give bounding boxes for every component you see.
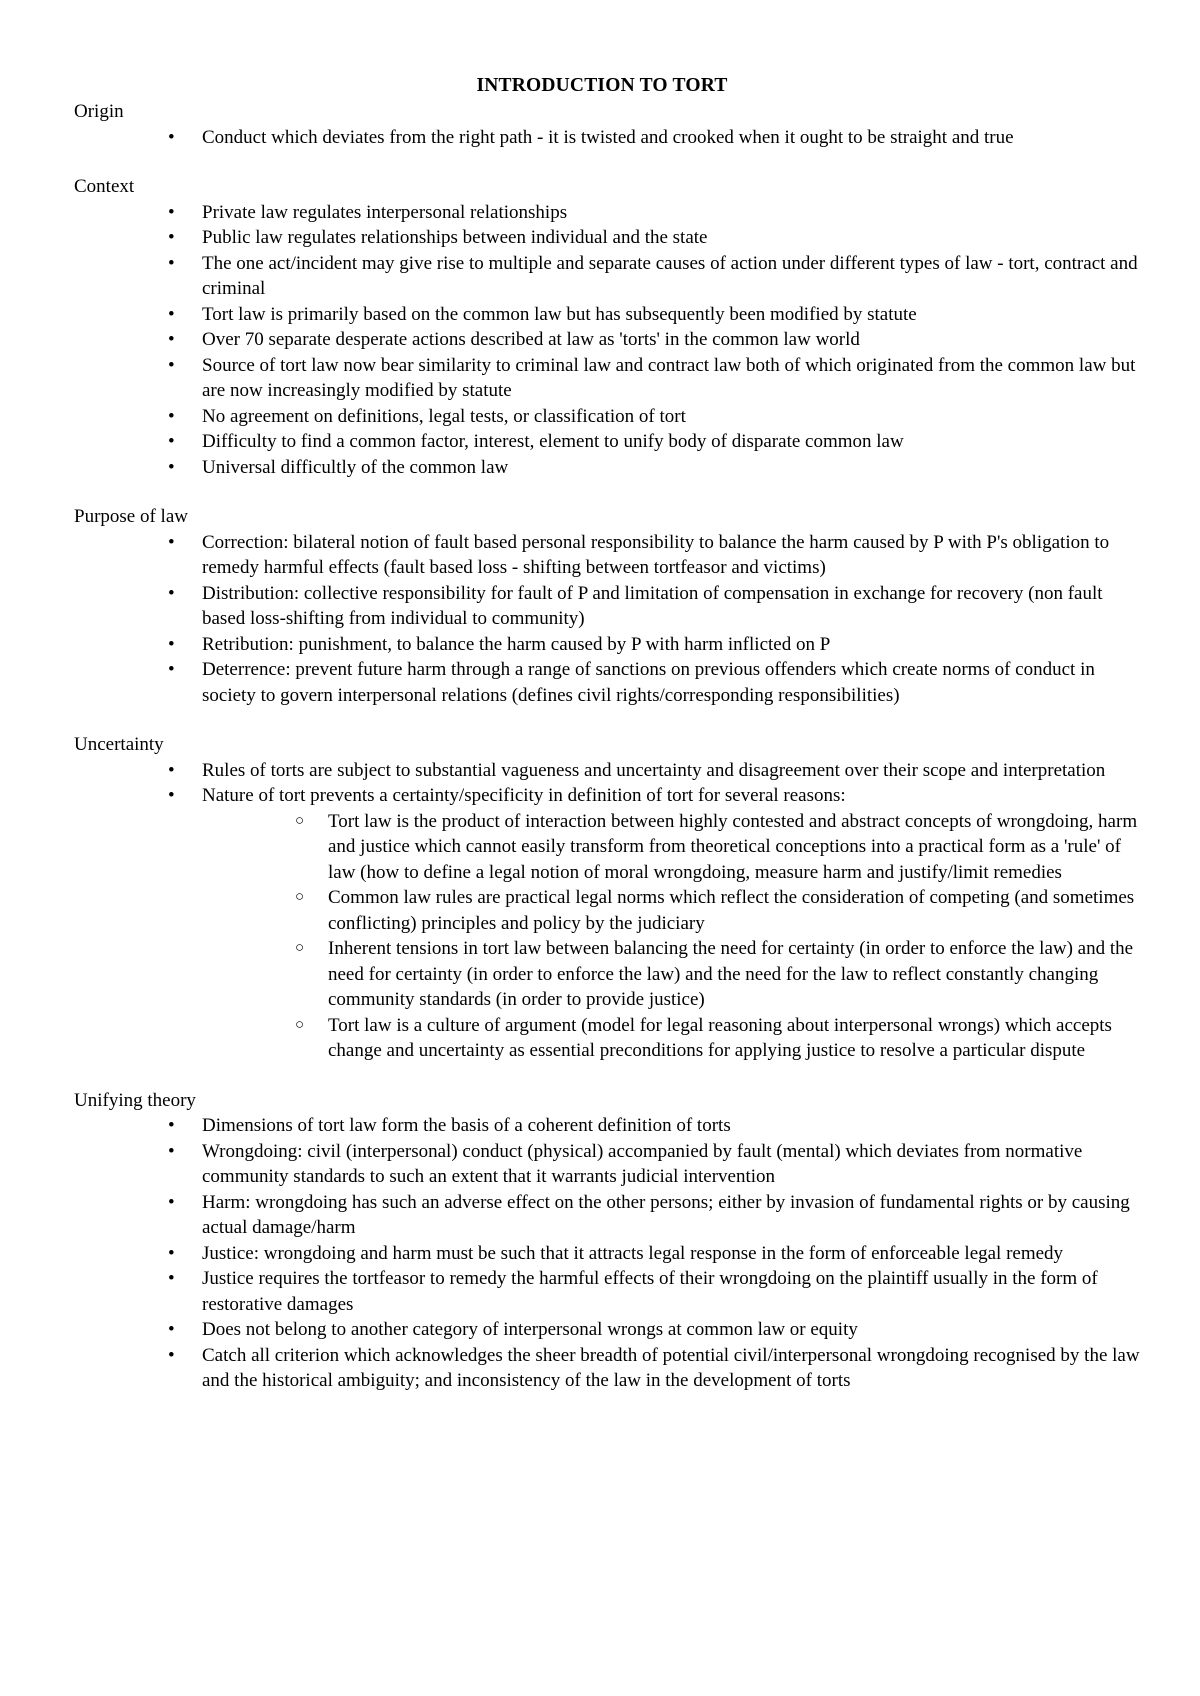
bullet-text: No agreement on definitions, legal tests, or classification of tort xyxy=(202,405,686,427)
bullet-text: Rules of torts are subject to substantial vagueness and uncertainty and disagreement over their scope and interpretation xyxy=(202,759,1106,781)
bullet-dot-icon: • xyxy=(168,329,175,350)
bullet-list xyxy=(74,758,1140,1064)
bullet-text: Dimensions of tort law form the basis of a coherent definition of torts xyxy=(202,1115,731,1136)
sub-bullet-item xyxy=(295,809,1140,886)
bullet-dot-icon: • xyxy=(168,227,175,248)
section-heading: Origin xyxy=(74,101,124,122)
section-heading: Uncertainty xyxy=(74,734,164,755)
bullet-text: Justice: wrongdoing and harm must be such that it attracts legal response in the form of enforceable legal remedy xyxy=(202,1242,1064,1264)
bullet-item xyxy=(168,1343,1140,1394)
bullet-text: Private law regulates interpersonal relationships xyxy=(202,201,568,223)
section-heading: Context xyxy=(74,176,135,197)
bullet-item xyxy=(168,783,1140,1064)
bullet-item xyxy=(168,632,1140,658)
bullet-dot-icon: • xyxy=(168,456,175,478)
section-heading: Purpose of law xyxy=(74,506,188,527)
sub-bullet-item xyxy=(295,936,1140,1013)
bullet-item xyxy=(168,251,1140,302)
section-context xyxy=(74,174,1140,480)
bullet-text: Harm: wrongdoing has such an adverse effect on the other persons; either by invasion of fundamental rights or by causing actual damage/harm xyxy=(202,1191,1130,1238)
bullet-text: Nature of tort prevents a certainty/specificity in definition of tort for several reasons: xyxy=(202,785,846,806)
sub-bullet-text: Tort law is a culture of argument (model for legal reasoning about interpersonal wrongs) which accepts change and uncertainty as essential preconditions for applying justice to resolve a particular dispute xyxy=(328,1014,1112,1061)
bullet-dot-icon: • xyxy=(168,1268,175,1289)
bullet-text: Difficulty to find a common factor, interest, element to unify body of disparate common law xyxy=(202,431,904,452)
sub-bullet-text: Common law rules are practical legal norms which reflect the consideration of competing (and sometimes conflicting) principles and policy by the judiciary xyxy=(328,887,1135,934)
bullet-item xyxy=(168,581,1140,632)
bullet-dot-icon: • xyxy=(168,531,175,553)
document-body xyxy=(74,99,1140,1394)
bullet-dot-icon: • xyxy=(168,1242,175,1264)
bullet-dot-icon: • xyxy=(168,785,175,806)
bullet-item xyxy=(168,1139,1140,1190)
circle-bullet-icon: ○ xyxy=(295,940,305,956)
bullet-text: Public law regulates relationships between individual and the state xyxy=(202,227,708,248)
bullet-text: Universal difficultly of the common law xyxy=(202,456,509,478)
bullet-text: Source of tort law now bear similarity to criminal law and contract law both of which originated from the common law but are now increasingly modified by statute xyxy=(202,354,1136,401)
bullet-item xyxy=(168,225,1140,251)
bullet-item xyxy=(168,530,1140,581)
bullet-text: Correction: bilateral notion of fault based personal responsibility to balance the harm caused by P with P's obligation to remedy harmful effects (fault based loss - shifting between tortfeasor and victims) xyxy=(202,531,1110,578)
section-origin xyxy=(74,99,1140,150)
bullet-list xyxy=(74,200,1140,481)
bullet-item xyxy=(168,404,1140,430)
bullet-item xyxy=(168,657,1140,708)
bullet-dot-icon: • xyxy=(168,303,175,325)
sub-bullet-item xyxy=(295,885,1140,936)
circle-bullet-icon: ○ xyxy=(295,889,305,905)
section-heading: Unifying theory xyxy=(74,1089,196,1111)
bullet-item xyxy=(168,327,1140,353)
bullet-item xyxy=(168,455,1140,481)
document-title: INTRODUCTION TO TORT xyxy=(476,75,728,96)
bullet-item xyxy=(168,1190,1140,1241)
section-unifying-theory xyxy=(74,1088,1140,1394)
sub-bullet-item xyxy=(295,1013,1140,1064)
bullet-text: Does not belong to another category of interpersonal wrongs at common law or equity xyxy=(202,1319,858,1340)
bullet-dot-icon: • xyxy=(168,405,175,427)
bullet-text: Tort law is primarily based on the common law but has subsequently been modified by statute xyxy=(202,303,917,325)
bullet-dot-icon: • xyxy=(168,582,175,604)
bullet-text: Deterrence: prevent future harm through a range of sanctions on previous offenders which create norms of conduct in society to govern interpersonal relations (defines civil rights/corresponding responsibilities) xyxy=(202,659,1095,706)
bullet-dot-icon: • xyxy=(168,252,175,274)
bullet-dot-icon: • xyxy=(168,201,175,223)
bullet-dot-icon: • xyxy=(168,354,175,376)
bullet-dot-icon: • xyxy=(168,1140,175,1162)
bullet-item xyxy=(168,125,1140,151)
bullet-text: Conduct which deviates from the right path - it is twisted and crooked when it ought to be straight and true xyxy=(202,126,1014,148)
sub-bullet-text: Tort law is the product of interaction between highly contested and abstract concepts of wrongdoing, harm and justice which cannot easily transform from theoretical conceptions into a practical form as a 'rule' of law (how to define a legal notion of moral wrongdoing, measure harm and justify/limit remedies xyxy=(328,810,1138,883)
bullet-dot-icon: • xyxy=(168,1319,175,1340)
bullet-list xyxy=(74,125,1140,151)
bullet-item xyxy=(168,353,1140,404)
bullet-item xyxy=(168,1266,1140,1317)
bullet-text: The one act/incident may give rise to multiple and separate causes of action under different types of law - tort, contract and criminal xyxy=(202,252,1138,299)
bullet-item xyxy=(168,1241,1140,1267)
bullet-dot-icon: • xyxy=(168,633,175,655)
circle-bullet-icon: ○ xyxy=(295,1016,305,1033)
section-uncertainty xyxy=(74,732,1140,1064)
bullet-dot-icon: • xyxy=(168,1115,175,1136)
bullet-dot-icon: • xyxy=(168,1191,175,1213)
circle-bullet-icon: ○ xyxy=(295,812,305,829)
bullet-list xyxy=(74,1113,1140,1394)
bullet-item xyxy=(168,1317,1140,1343)
bullet-text: Catch all criterion which acknowledges the sheer breadth of potential civil/interpersonal wrongdoing recognised by the law and the historical ambiguity; and inconsistency of the law in the development of torts xyxy=(202,1344,1140,1391)
bullet-item xyxy=(168,429,1140,455)
bullet-dot-icon: • xyxy=(168,759,175,781)
bullet-dot-icon: • xyxy=(168,431,175,452)
sub-bullet-list xyxy=(202,809,1140,1064)
bullet-dot-icon: • xyxy=(168,1344,175,1366)
section-purpose-of-law xyxy=(74,504,1140,708)
bullet-text: Justice requires the tortfeasor to remedy the harmful effects of their wrongdoing on the plaintiff usually in the form of restorative damages xyxy=(202,1268,1098,1315)
bullet-text: Wrongdoing: civil (interpersonal) conduct (physical) accompanied by fault (mental) which deviates from normative community standards to such an extent that it warrants judicial intervention xyxy=(202,1140,1083,1187)
bullet-dot-icon: • xyxy=(168,659,175,680)
bullet-text: Distribution: collective responsibility for fault of P and limitation of compensation in exchange for recovery (non fault based loss-shifting from individual to community) xyxy=(202,582,1103,629)
bullet-list xyxy=(74,530,1140,709)
bullet-item xyxy=(168,200,1140,226)
bullet-dot-icon: • xyxy=(168,126,175,148)
bullet-text: Retribution: punishment, to balance the harm caused by P with harm inflicted on P xyxy=(202,633,831,655)
bullet-item xyxy=(168,758,1140,784)
bullet-text: Over 70 separate desperate actions described at law as 'torts' in the common law world xyxy=(202,329,860,350)
bullet-item xyxy=(168,1113,1140,1139)
bullet-item xyxy=(168,302,1140,328)
sub-bullet-text: Inherent tensions in tort law between balancing the need for certainty (in order to enforce the law) and the need for certainty (in order to enforce the law) and the need for the law to reflect constantly changing community standards (in order to provide justice) xyxy=(328,938,1134,1010)
